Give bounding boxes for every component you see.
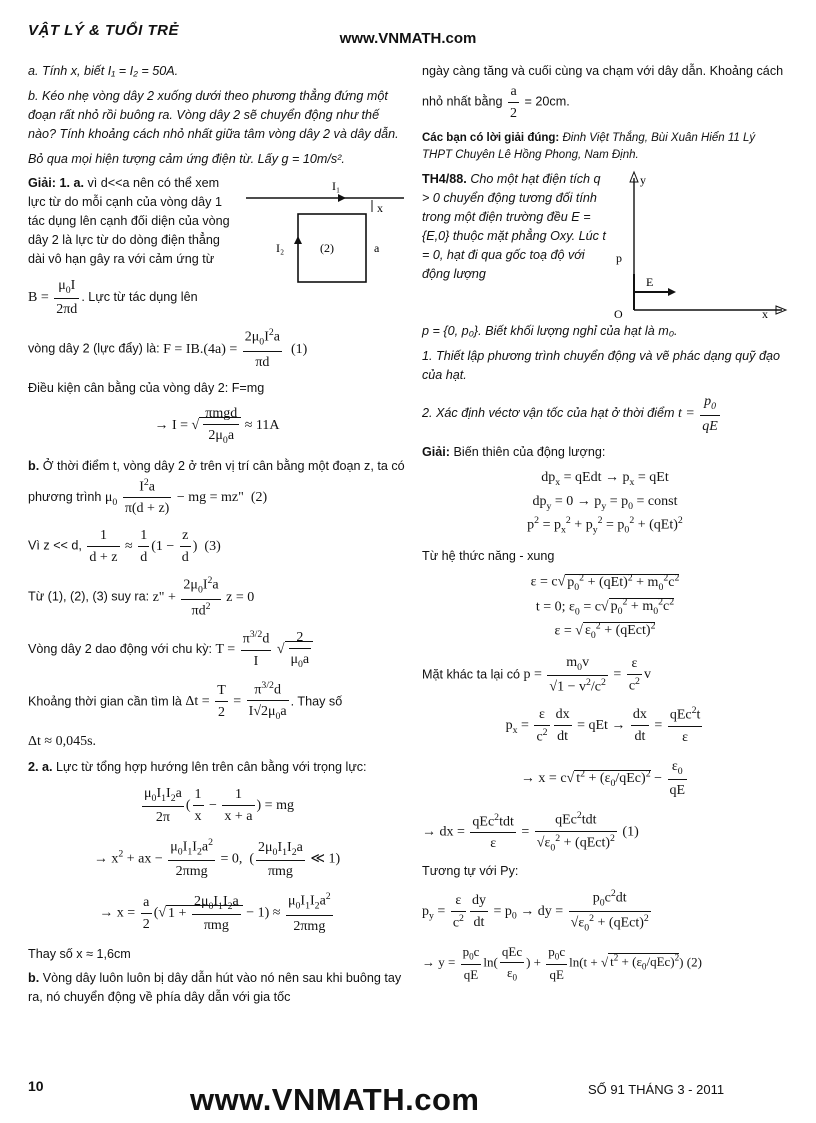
- axis-y-label: y: [640, 173, 646, 188]
- force-text: vòng dây 2 (lực đẩy) là:: [28, 341, 160, 356]
- solvers-names: Đinh Việt Thắng, Bùi Xuân Hiển 11 Lý THPT Chuyên Lê Hồng Phong, Nam Định.: [422, 131, 756, 162]
- eq-momentum: $dp_x$ = qEdt → $p_x$ = qEt $dp_y = 0 \to p_y = p_0$ = const $p^2 = p_x^2 + p_y^2 = p_0^2 + (qEt)^2$: [527, 470, 683, 536]
- similar-text: Tương tự với Py:: [422, 863, 519, 878]
- combine-text: Từ (1), (2), (3) suy ra:: [28, 590, 150, 605]
- question-a: a. Tính x, biết I₁ = I₂ = 50A.: [28, 64, 179, 78]
- equilibrium-text: Điều kiện cân bằng của vòng dây 2: F=mg: [28, 380, 265, 395]
- magazine-name: VẬT LÝ & TUỔI TRẺ: [28, 22, 179, 39]
- part-2b-text: Vòng dây luôn luôn bị dây dẫn hút vào nó nên sau khi buông tay ra, nó chuyển động về phía dây dẫn với gia tốc: [28, 971, 402, 1005]
- x-value: Thay số x ≈ 1,6cm: [28, 946, 131, 961]
- axis-x-label: x: [762, 307, 768, 321]
- part-b-text: Ở thời điểm t, vòng dây 2 ở trên vị trí cân bằng một đoạn z, ta có phương trình: [28, 458, 405, 504]
- eq-quadratic: → $x^2$ + ax − $\frac{\mu_0I_1I_2a^2}{\text{2πmg}}$ = 0, ( $\frac{2\mu_0I_1I_2a}{\text{πmg}}$ ≪ 1): [28, 836, 406, 882]
- eq-current: → I = √ $\frac{\text{πmgd}}{2\mu_0a}$ ≈ 11A: [28, 403, 406, 448]
- part-2a-text: Lực từ tổng hợp hướng lên trên cân bằng với trọng lực:: [56, 759, 367, 774]
- problem-label: TH4/88.: [422, 172, 467, 187]
- question-1: 1. Thiết lập phương trình chuyển động và vẽ phác dạng quỹ đạo của hạt.: [422, 349, 780, 383]
- other-text: Mặt khác ta lại có: [422, 667, 520, 682]
- initial-momentum: p = {0, p₀}. Biết khối lượng nghỉ của hạt là m₀.: [422, 324, 678, 339]
- continuation-text: ngày càng tăng và cuối cùng va chạm với dây dẫn. Khoảng cách nhỏ nhất bằng: [422, 64, 784, 109]
- momentum-change-text: Biến thiên của động lượng:: [453, 444, 606, 459]
- solution-text: vì d<<a nên có thể xem lực từ do mỗi cạnh của vòng dây 1 tác dụng lên cạnh đối diện của vòng dây 2 là lực từ do dòng điện thẳng dài vô hạn gây ra với cảm ứng từ: [28, 176, 230, 267]
- loop-label: (2): [320, 241, 334, 256]
- question-2: 2. Xác định véctơ vận tốc của hạt ở thời điểm: [422, 406, 675, 421]
- energy-text: Từ hệ thức năng - xung: [422, 548, 555, 563]
- momentum-label: p: [616, 251, 622, 266]
- eq-force-balance: $\frac{\mu_0I_1I_2a}{2\pi}$ ( $\frac{1}{x}$ − $\frac{1}{x + a}$ ) = mg: [28, 783, 406, 828]
- field-label: E: [646, 275, 654, 290]
- gap-x-label: x: [377, 201, 383, 216]
- question-b: b. Kéo nhẹ vòng dây 2 xuống dưới theo phương thẳng đứng một đoạn rất nhỏ rồi buông ra. Vòng dây 2 sẽ chuyển động như thế nào? Tính khoảng cách nhỏ nhất giữa tâm vòng dây 2 và dây dẫn.: [28, 88, 399, 141]
- page-number: 10: [28, 1078, 44, 1094]
- assumption: Bỏ qua mọi hiện tượng cảm ứng điện từ. Lấy g = 10m/s².: [28, 151, 345, 166]
- eq-b-field: B = $\frac{\mu_0I}{2\pi d}$ . Lực từ tác dụng lên: [28, 275, 406, 320]
- current-i2-label: I₂: [276, 241, 285, 256]
- current-i1-label: I₁: [332, 179, 341, 194]
- right-column: ngày càng tăng và cuối cùng va chạm với dây dẫn. Khoảng cách nhỏ nhất bằng $\frac{a}{2}$ = 20cm. Các bạn có lời giải đúng: Đinh Việt Thắng, Bùi Xuân Hiển 11 Lý THPT Chuyên Lê Hồng Phong, Nam Định. y x O p E TH4/88. Cho một hạt điện tích q > 0 chuyển động tương đối tính trong một điện trường đều E = {E,0} thuộc mặt phẳng Oxy. Lúc t = 0, hạt đi qua gốc toạ độ với động lượng p = {0, p₀}. Biết khối lượng nghỉ của hạt là m₀. 1. Thiết lập phương trình chuyển động và vẽ phác dạng quỹ đạo của hạt. 2. Xác định véctơ vận tốc của hạt ở thời điểm t = $\frac{p_0}{qE}$ Giải: Biến thiên của động lượng: $dp_x$ = qEdt → $p_x$ = qEt $dp_y = 0 \to p_y = p_0$ = const $p^2 = p_x^2 + p_y^2 = p_0^2 + (qEt)^2$ Từ hệ thức năng - xung ε = c√ $p_0^2 + (qEt)^2 + m_0^2c^2$ t = 0; $\varepsilon_0 = c√$ $p_0^2 + m_0^2c^2$ ε = √ $\varepsilon_0^2$ + (qEct)$^2$ Mặt khác ta lại có p = $\frac{m_0v}{√1 - v^2/c^2}$ = $\frac{\varepsilon}{c^2}$ v $p_x$ = $\frac{\varepsilon}{c^2}$ $\frac{dx}{dt}$ = qEt → $\frac{dx}{dt}$ = $\frac{qEc^2t}{\varepsilon}$ → x = c√ $t^2 + (\varepsilon_0/qEc)^2$ − $\frac{\varepsilon_0}{qE}$ → dx = $\frac{qEc^2tdt}{\varepsilon}$ = $\frac{qEc^2tdt}{√\varepsilon_0^2 + (qEct)^2}$ (1) Tương tự với Py: $p_y$ = $\frac{\varepsilon}{c^2}$ $\frac{dy}{dt}$ = $p_0$ → dy = $\frac{p_0c^2dt}{√\varepsilon_0^2 + (qEct)^2}$ → y = $\frac{p_0c}{qE}$ ln( $\frac{\text{qEc}}{\varepsilon_0}$ ) + $\frac{p_0c}{qE}$ ln(t + √ $t^2 + (\varepsilon_0/qEc)^2$) (2): [422, 62, 788, 991]
- period-text: Vòng dây 2 dao động với chu kỳ:: [28, 642, 212, 657]
- left-column: a. Tính x, biết I₁ = I₂ = 50A. b. Kéo nhẹ vòng dây 2 xuống dưới theo phương thẳng đứng một đoạn rất nhỏ rồi buông ra. Vòng dây 2 sẽ chuyển động như thế nào? Tính khoảng cách nhỏ nhất giữa tâm vòng dây 2 và dây dẫn. Bỏ qua mọi hiện tượng cảm ứng điện từ. Lấy g = 10m/s². I₁ x I₂ (2) a Giải: 1. a. vì d<<a nên có thể xem lực từ do mỗi cạnh của vòng dây 1 tác dụng lên cạnh đối diện của vòng dây 2 là lực từ do dòng điện thẳng dài vô hạn gây ra với cảm ứng từ B = $\frac{\mu_0I}{2\pi d}$ . Lực từ tác dụng lên vòng dây 2 (lực đẩy) là: F = IB.(4a) = $\frac{2\mu_0I^2a}{\pi d}$ (1) Điều kiện cân bằng của vòng dây 2: F=mg → I = √ $\frac{\text{πmgd}}{2\mu_0a}$ ≈ 11A b. Ở thời điểm t, vòng dây 2 ở trên vị trí cân bằng một đoạn z, ta có phương trình $\mu_0$ $\frac{I^2a}{\pi(d + z)}$ − mg = mz" (2) Vì z << d, $\frac{1}{d + z}$ ≈ $\frac{1}{d}$ (1 − $\frac{z}{d}$ ) (3) Từ (1), (2), (3) suy ra: z" + $\frac{2\mu_0I^2a}{\pi d^2}$ z = 0 Vòng dây 2 dao động với chu kỳ: T = $\frac{\pi^{3/2}d}{I}$ √ $\frac{2}{\mu_0a}$ Khoảng thời gian cần tìm là Δt = $\frac{T}{2}$ = $\frac{\pi^{3/2}d}{I√2\mu_0a}$ . Thay số Δt ≈ 0,045s. 2. a. Lực từ tổng hợp hướng lên trên cân bằng với trọng lực: $\frac{\mu_0I_1I_2a}{2\pi}$ ( $\frac{1}{x}$ − $\frac{1}{x + a}$ ) = mg → $x^2$ + ax − $\frac{\mu_0I_1I_2a^2}{\text{2πmg}}$ = 0, ( $\frac{2\mu_0I_1I_2a}{\text{πmg}}$ ≪ 1) → x = $\frac{a}{2}$ (√ 1 + $\frac{2\mu_0I_1I_2a}{\text{πmg}}$ − 1) ≈ $\frac{\mu_0I_1I_2a^2}{\text{2πmg}}$ Thay số x ≈ 1,6cm b. Vòng dây luôn luôn bị dây dẫn hút vào nó nên sau khi buông tay ra, nó chuyển động về phía dây dẫn với gia tốc: [28, 64, 405, 1005]
- time-text: Khoảng thời gian cần tìm là: [28, 694, 182, 709]
- issue-label: SỐ 91 THÁNG 3 - 2011: [588, 1082, 725, 1097]
- eq-dx: → dx = $\frac{qEc^2tdt}{\varepsilon}$ = $\frac{qEc^2tdt}{√\varepsilon_0^2 + (qEct)^2}$ (1): [422, 809, 788, 856]
- side-a-label: a: [374, 241, 380, 256]
- eq-px: $p_x$ = $\frac{\varepsilon}{c^2}$ $\frac{dx}{dt}$ = qEt → $\frac{dx}{dt}$ = $\frac{qEc^2t}{\varepsilon}$: [422, 704, 788, 748]
- site-header[interactable]: www.VNMATH.com: [339, 30, 477, 47]
- eq-py: $p_y$ = $\frac{\varepsilon}{c^2}$ $\frac{dy}{dt}$ = $p_0$ → dy = $\frac{p_0c^2dt}{√\varepsilon_0^2 + (qEct)^2}$: [422, 887, 788, 936]
- time-value: Δt ≈ 0,045s.: [28, 733, 97, 749]
- solvers-label: Các bạn có lời giải đúng:: [422, 131, 560, 144]
- approx-text: Vì z << d,: [28, 539, 82, 554]
- coordinate-figure: [612, 170, 788, 320]
- wire-loop-figure: [246, 176, 406, 288]
- eq-energy: ε = c√ $p_0^2 + (qEt)^2 + m_0^2c^2$ t = 0; $\varepsilon_0 = c√$ $p_0^2 + m_0^2c^2$ ε = √ $\varepsilon_0^2$ + (qEct)$^2$: [530, 572, 680, 642]
- eq-y: → y = $\frac{p_0c}{qE}$ ln( $\frac{\text{qEc}}{\varepsilon_0}$ ) + $\frac{p_0c}{qE}$ ln(t + √ $t^2 + (\varepsilon_0/qEc)^2$) (2): [422, 942, 788, 985]
- site-footer[interactable]: www.VNMATH.com: [190, 1082, 480, 1117]
- eq-x: → x = c√ $t^2 + (\varepsilon_0/qEc)^2$ − $\frac{\varepsilon_0}{qE}$: [422, 756, 788, 801]
- origin-label: O: [614, 307, 623, 321]
- eq-x-solution: → x = $\frac{a}{2}$ (√ 1 + $\frac{2\mu_0I_1I_2a}{\text{πmg}}$ − 1) ≈ $\frac{\mu_0I_1I_2a^2}{\text{2πmg}}$: [28, 890, 406, 936]
- solution-label: Giải: 1. a.: [28, 176, 84, 191]
- problem-text: Cho một hạt điện tích q > 0 chuyển động tương đối tính trong một điện trường đều E = {E,0} thuộc mặt phẳng Oxy. Lúc t = 0, hạt đi qua gốc toạ độ với động lượng: [422, 172, 606, 281]
